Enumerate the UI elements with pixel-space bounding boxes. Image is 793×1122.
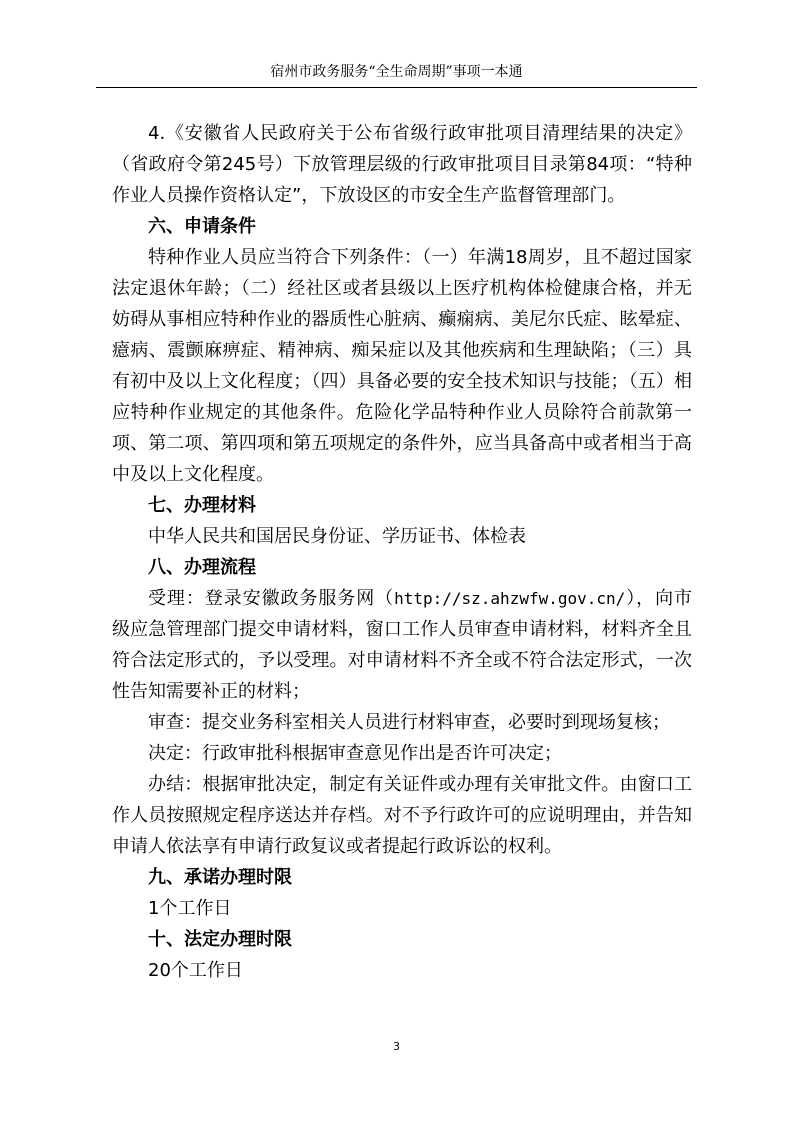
section-heading-process: 八、办理流程 — [148, 557, 256, 578]
section-heading-application-conditions: 六、申请条件 — [148, 216, 256, 237]
process-decision: 决定：行政审批科根据审查意见作出是否许可决定； — [148, 743, 562, 764]
legal-basis-item-4: 4.《安徽省人民政府关于公布省级行政审批项目清理结果的决定》（省政府令第245号）下放管理层级的行政审批项目目录第84项：“特种作业人员操作资格认定”，下放设区的市安全生产监督管理部门。 — [112, 123, 692, 206]
running-header: 宿州市政务服务“全生命周期”事项一本通 — [270, 64, 523, 80]
section-heading-promised-time-limit: 九、承诺办理时限 — [148, 867, 292, 888]
document-body — [112, 118, 692, 986]
service-portal-url: http://sz.ahzwfw.gov.cn/ — [394, 589, 626, 608]
process-acceptance-prefix: 受理：登录安徽政务服务网（ — [148, 588, 395, 609]
promised-time-limit-value: 1个工作日 — [148, 898, 232, 919]
header-rule — [96, 87, 697, 88]
section-heading-statutory-time-limit: 十、法定办理时限 — [148, 929, 292, 950]
process-acceptance — [112, 583, 692, 707]
process-acceptance-rest: ），向市级应急管理部门提交申请材料，窗口工作人员审查申请材料，材料齐全且符合法定形式的，予以受理。对申请材料不齐全或不符合法定形式，一次性告知需要补正的材料； — [112, 588, 693, 702]
process-review: 审查：提交业务科室相关人员进行材料审查，必要时到现场复核； — [148, 712, 670, 733]
materials-text: 中华人民共和国居民身份证、学历证书、体检表 — [148, 526, 526, 547]
section-heading-materials: 七、办理材料 — [148, 495, 256, 516]
application-conditions-text: 特种作业人员应当符合下列条件：（一）年满18周岁，且不超过国家法定退休年龄；（二）经社区或者县级以上医疗机构体检健康合格，并无妨碍从事相应特种作业的器质性心脏病、癫痫病、美尼尔氏症、眩晕症、癔病、震颤麻痹症、精神病、痴呆症以及其他疾病和生理缺陷；（三）具有初中及以上文化程度；（四）具备必要的安全技术知识与技能；（五）相应特种作业规定的其他条件。危险化学品特种作业人员除符合前款第一项、第二项、第四项和第五项规定的条件外，应当具备高中或者相当于高中及以上文化程度。 — [112, 247, 692, 485]
page-number: 3 — [393, 1040, 400, 1053]
process-completion: 办结：根据审批决定，制定有关证件或办理有关审批文件。由窗口工作人员按照规定程序送达并存档。对不予行政许可的应说明理由，并告知申请人依法享有申请行政复议或者提起行政诉讼的权利。 — [112, 774, 692, 857]
statutory-time-limit-value: 20个工作日 — [148, 960, 243, 981]
